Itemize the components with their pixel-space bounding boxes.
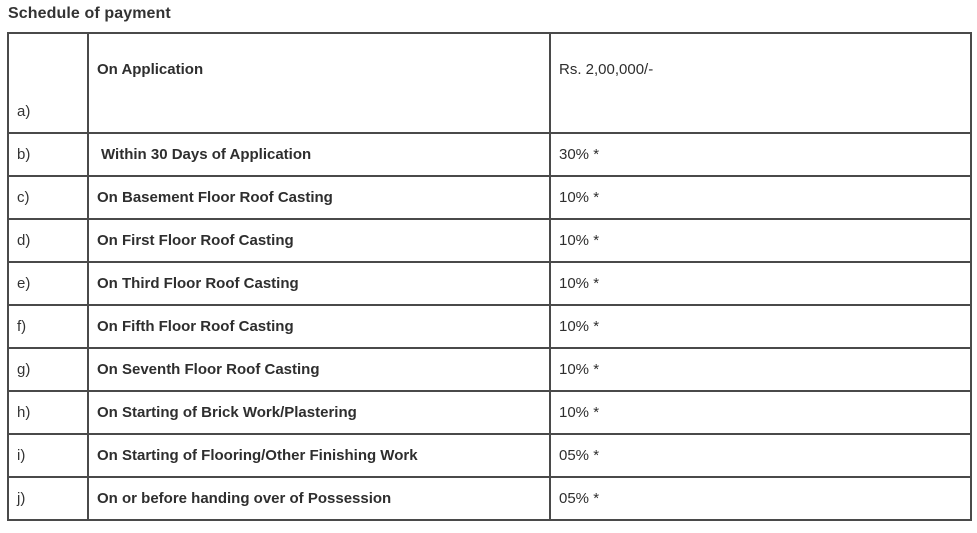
table-row (8, 219, 971, 262)
payment-amount: Rs. 2,00,000/- (550, 33, 971, 133)
table-row (8, 305, 971, 348)
payment-stage: On Application (88, 33, 550, 133)
row-label: d) (8, 219, 88, 262)
row-label: a) (8, 33, 88, 133)
payment-stage: On Third Floor Roof Casting (88, 262, 550, 305)
table-row (8, 176, 971, 219)
page-title: Schedule of payment (8, 5, 171, 22)
payment-amount: 05% * (550, 434, 971, 477)
payment-amount: 30% * (550, 133, 971, 176)
row-label: c) (8, 176, 88, 219)
row-label: j) (8, 477, 88, 520)
payment-amount: 10% * (550, 305, 971, 348)
payment-amount: 10% * (550, 348, 971, 391)
payment-amount: 10% * (550, 176, 971, 219)
payment-stage: On or before handing over of Possession (88, 477, 550, 520)
row-label: e) (8, 262, 88, 305)
table-row (8, 477, 971, 520)
payment-stage: On First Floor Roof Casting (88, 219, 550, 262)
payment-stage: On Fifth Floor Roof Casting (88, 305, 550, 348)
payment-amount: 05% * (550, 477, 971, 520)
row-label: f) (8, 305, 88, 348)
payment-amount: 10% * (550, 262, 971, 305)
row-label: g) (8, 348, 88, 391)
payment-stage: On Seventh Floor Roof Casting (88, 348, 550, 391)
table-row (8, 133, 971, 176)
table-row (8, 391, 971, 434)
payment-stage: On Starting of Brick Work/Plastering (88, 391, 550, 434)
payment-stage: On Basement Floor Roof Casting (88, 176, 550, 219)
table-row (8, 434, 971, 477)
payment-stage: Within 30 Days of Application (88, 133, 550, 176)
table-row (8, 33, 971, 133)
payment-stage: On Starting of Flooring/Other Finishing Work (88, 434, 550, 477)
table-row (8, 348, 971, 391)
row-label: i) (8, 434, 88, 477)
table-row (8, 262, 971, 305)
payment-amount: 10% * (550, 219, 971, 262)
row-label: h) (8, 391, 88, 434)
payment-amount: 10% * (550, 391, 971, 434)
row-label: b) (8, 133, 88, 176)
payment-schedule-table (7, 32, 972, 521)
